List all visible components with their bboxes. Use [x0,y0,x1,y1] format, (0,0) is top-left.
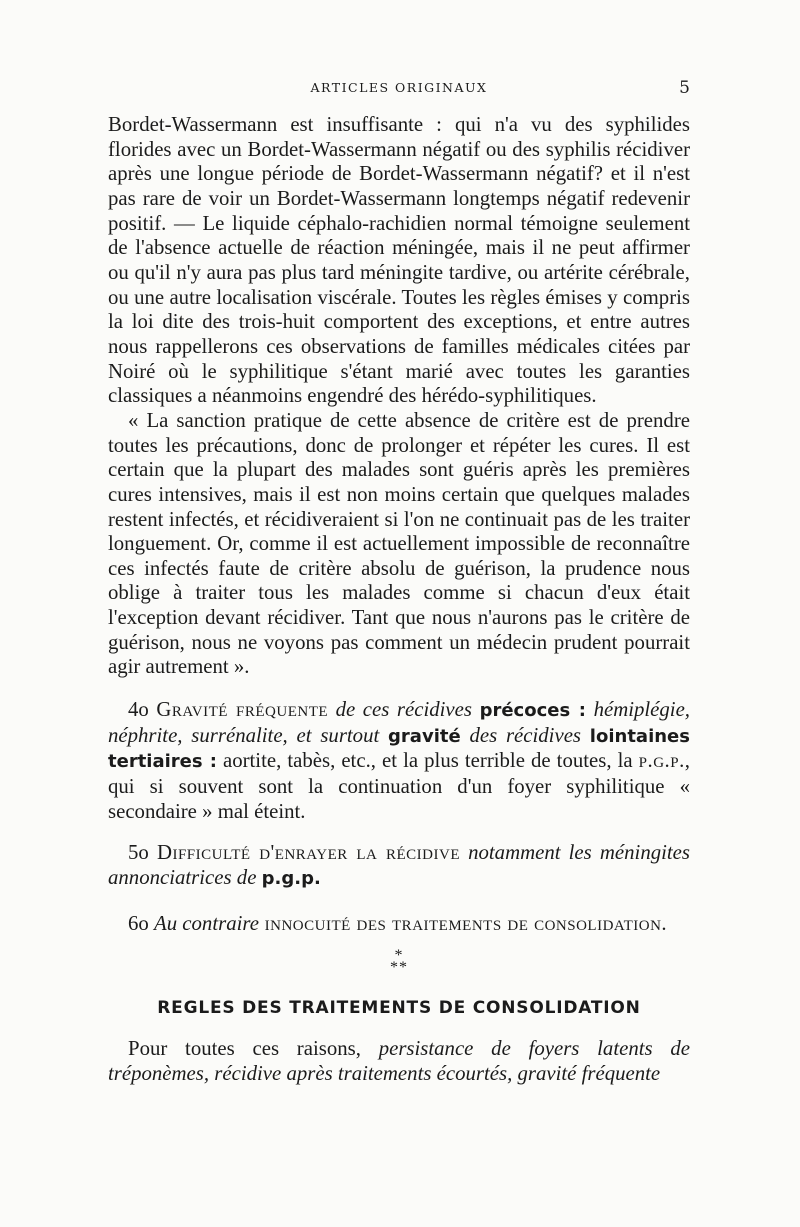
page-number: 5 [679,78,690,98]
italic-text: de ces récidives [328,698,480,722]
small-caps-text: Difficulté d'enrayer la récidive [156,841,460,865]
item-number: 5o [128,841,157,865]
small-caps-text: p.g.p. [638,749,685,773]
plain-text: Pour toutes ces raisons, [128,1037,379,1060]
italic-text: récidive après traitements écourtés, [209,1061,513,1085]
quoted-paragraph: « La sanction pratique de cette absence de critère est de prendre toutes les précautions, donc de prolonger et répéter les cures. Il est certain que la plupart des malades sont guéris après les premières cures intensives, mais il est non moins certain que quelques malades restent infectés, et récidiveraient si l'on ne continuait pas de les traiter longuement. Or, comme il est actuellement impossible de reconnaître ces infectés faute de critère absolu de guérison, la prudence nous oblige à traiter tous les malades comme si chacun d'eux était l'exception devant récidiver. Tant que nous n'aurons pas le critère de guérison, nous ne voyons pas comment un médecin prudent pourrait agir autrement ». [108,408,690,679]
bold-text: précoces : [479,700,586,722]
plain-text: aortite, tabès, etc., et la plus terrible de toutes, la [216,749,639,773]
italic-text: gravité fréquente [512,1061,661,1085]
italic-text: persistance de foyers latents de tréponèmes, [108,1037,690,1085]
paragraph-final [108,1037,690,1086]
bold-text: lointaines tertiaires : [108,725,690,773]
small-caps-text: Gravité fréquente [156,698,329,722]
bold-text: gravité [388,725,461,747]
plain-text: , qui si souvent sont la continuation d'un foyer syphilitique « secondaire » mal éteint. [108,749,690,823]
italic-text: Au contraire [154,911,259,935]
item-number: 6o [128,911,154,935]
body-text [108,113,690,1086]
page-header [108,78,690,104]
section-heading: REGLES DES TRAITEMENTS DE CONSOLIDATION [157,998,641,1019]
bold-text: p.g.p. [261,868,321,890]
italic-text: des récidives [460,723,590,747]
numbered-item-4 [108,698,690,824]
item-number: 4o [128,698,157,722]
italic-text: hémiplégie, néphrite, surrénalite, et surtout [108,698,691,747]
asterism: * ** [390,947,408,977]
numbered-item-5 [108,841,690,891]
paragraph-continuation: Bordet-Wassermann est insuffisante : qui n'a vu des syphilides florides avec un Bordet-Wassermann négatif ou des syphilis récidiver après une longue période de Bordet-Wassermann négatif? et il n'est pas rare de voir un Bordet-Wassermann longtemps négatif redevenir positif. — Le liquide céphalo-rachidien normal témoigne seulement de l'absence actuelle de réaction méningée, mais il ne peut affirmer ou qu'il n'y aura pas plus tard méningite tardive, ou artérite cérébrale, ou une autre localisation viscérale. Toutes les règles émises y compris la loi dite des trois-huit comportent des exceptions, et entre autres nous rappellerons ces observations de familles médicales citées par Noiré où le syphilitique s'étant marié avec toutes les garanties classiques a néanmoins engendré des hérédo-syphilitiques. [108,113,690,408]
italic-text: notamment les méningites annonciatrices de [108,841,690,890]
numbered-item-6 [108,912,690,937]
running-head: ARTICLES ORIGINAUX [310,80,488,95]
small-caps-text: innocuité des traitements de consolidation. [258,911,668,935]
